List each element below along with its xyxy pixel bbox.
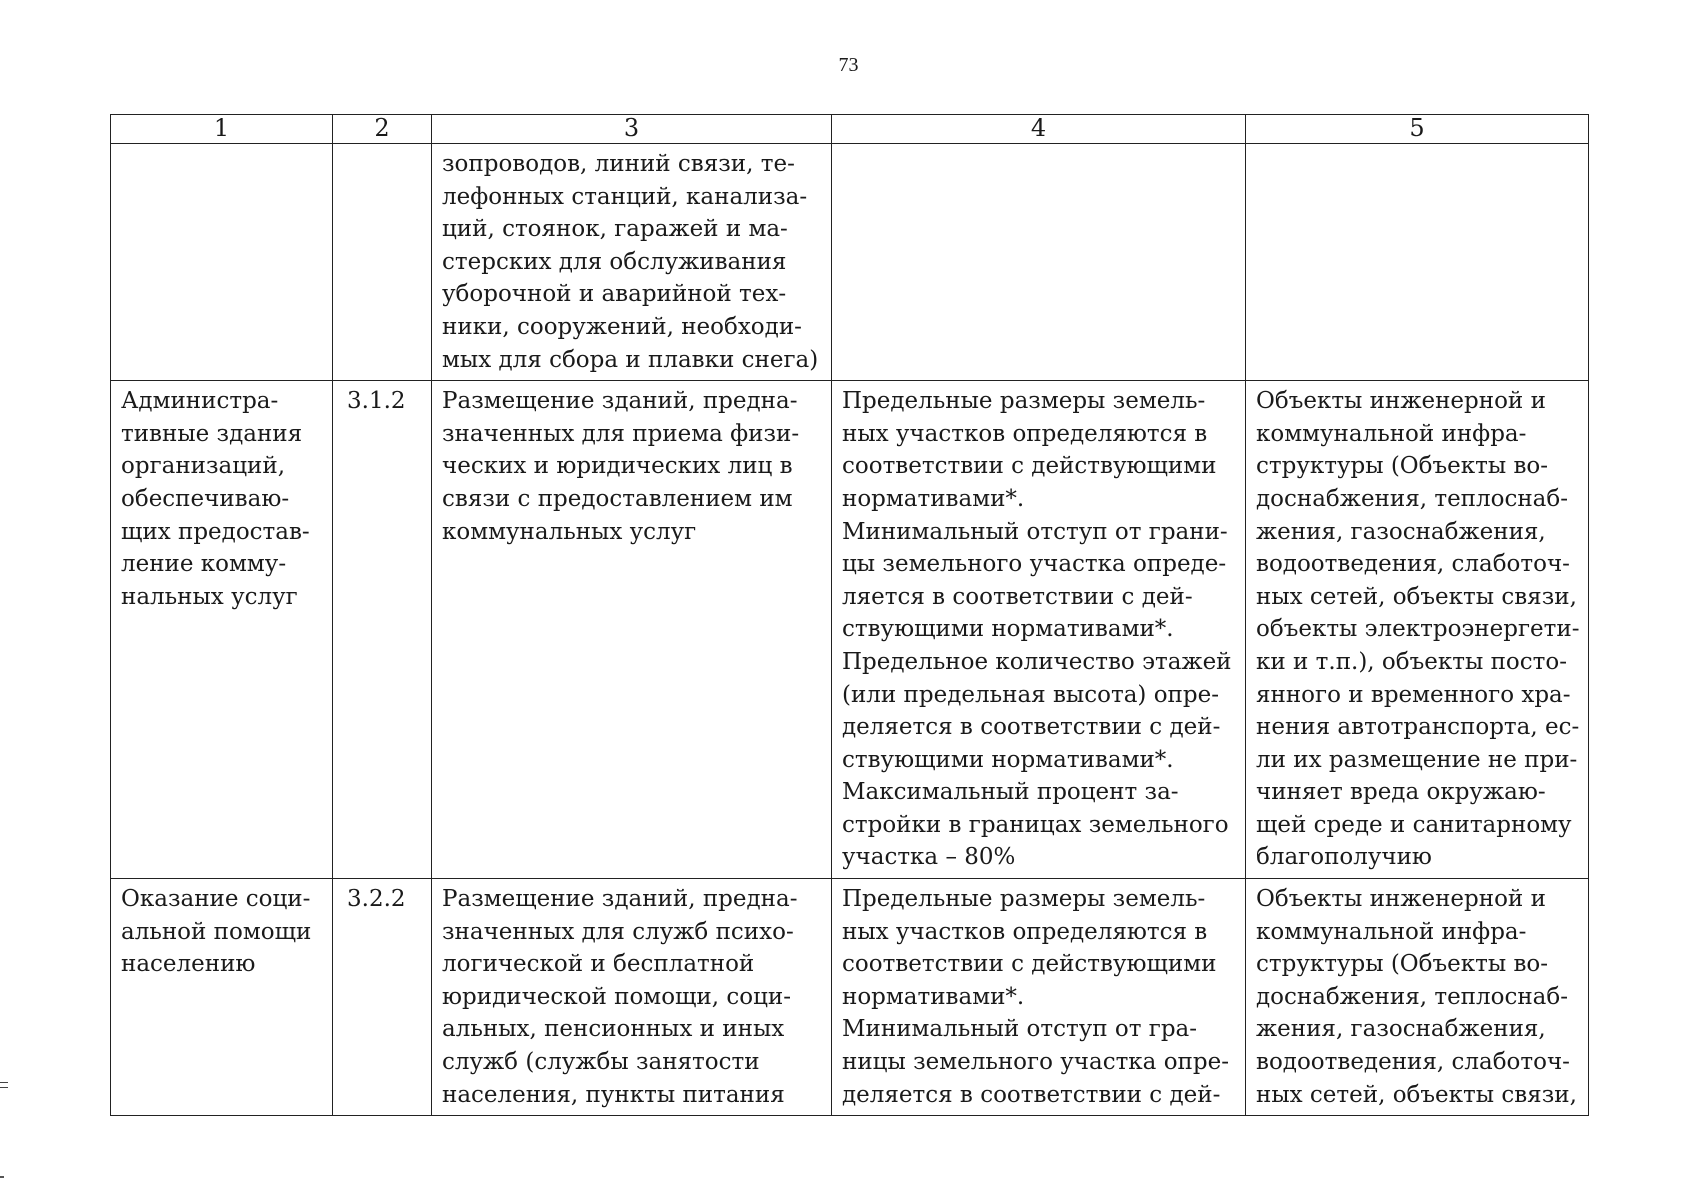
cell-text-line: жения, газоснабжения,	[1256, 1016, 1546, 1043]
cell-text-line: ки и т.п.), объекты посто-	[1256, 648, 1567, 675]
cell-text-line: структуры (Объекты во-	[1256, 951, 1549, 978]
cell-text-line: Размещение зданий, предна-	[442, 886, 798, 913]
cell-text-line: ных участков определяются в	[842, 420, 1208, 447]
table-row-administrative-buildings	[111, 381, 1589, 879]
cell-text-line: связи с предоставлением им	[442, 485, 793, 512]
cell-text-line: Администра-	[121, 388, 279, 415]
row-0-code-cell	[333, 144, 432, 381]
cell-text-line: ники, сооружений, необходи-	[442, 313, 802, 340]
table-row-continuation	[111, 144, 1589, 381]
cell-text-line: ных сетей, объекты связи,	[1256, 1081, 1577, 1108]
cell-text-line: Минимальный отступ от гра-	[842, 1016, 1198, 1043]
row-2-parameters-cell	[832, 879, 1246, 1116]
cell-text-line: стерских для обслуживания	[442, 248, 787, 275]
cell-text-line: ствующими нормативами*.	[842, 746, 1174, 773]
cell-text-line: щих предостав-	[121, 518, 310, 545]
cell-text-line: щей среде и санитарному	[1256, 811, 1572, 838]
cell-text-line: Предельные размеры земель-	[842, 886, 1206, 913]
cell-text-line: Объекты инженерной и	[1256, 886, 1546, 913]
cell-text-line: населения, пункты питания	[442, 1081, 785, 1108]
cell-text-line: Оказание соци-	[121, 886, 311, 913]
cell-text-line: янного и временного хра-	[1256, 681, 1571, 708]
cell-text-line: соответствии с действующими	[842, 453, 1217, 480]
cell-text-line: Предельное количество этажей	[842, 648, 1232, 675]
cell-text-line: жения, газоснабжения,	[1256, 518, 1546, 545]
cell-text-line: объекты электроэнергети-	[1256, 616, 1580, 643]
column-header-5: 5	[1246, 115, 1589, 144]
cell-text-line: альной помощи	[121, 918, 312, 945]
row-0-parameters-cell	[832, 144, 1246, 381]
cell-text-line: Минимальный отступ от грани-	[842, 518, 1228, 545]
cell-text-line: ных участков определяются в	[842, 918, 1208, 945]
row-1-parameters-cell	[832, 381, 1246, 879]
cell-text-line: служб (службы занятости	[442, 1049, 760, 1076]
cell-text-line: юридической помощи, соци-	[442, 983, 791, 1010]
cell-text-line: ли их размещение не при-	[1256, 746, 1578, 773]
cell-text-line: значенных для приема физи-	[442, 420, 800, 447]
cell-text-line: нормативами*.	[842, 983, 1025, 1010]
cell-text-line: ницы земельного участка опре-	[842, 1049, 1229, 1076]
cell-text-line: зопроводов, линий связи, те-	[442, 151, 795, 177]
cell-text-line: нения автотранспорта, ес-	[1256, 714, 1580, 741]
cell-text-line: коммунальной инфра-	[1256, 420, 1527, 447]
row-2-auxiliary-uses-cell	[1246, 879, 1589, 1116]
cell-text-line: ных сетей, объекты связи,	[1256, 583, 1577, 610]
cell-text-line: населению	[121, 951, 256, 978]
row-1-description-cell	[432, 381, 832, 879]
cell-text-line: ствующими нормативами*.	[842, 616, 1174, 643]
cell-text-line: (или предельная высота) опре-	[842, 681, 1219, 708]
cell-text-line: альных, пенсионных и иных	[442, 1016, 785, 1043]
column-header-3: 3	[432, 115, 832, 144]
cell-text-line: тивные здания	[121, 420, 303, 447]
column-header-2: 2	[333, 115, 432, 144]
cell-text-line: деляется в соответствии с дей-	[842, 1081, 1221, 1108]
zoning-table	[110, 114, 1589, 1116]
cell-text-line: логической и бесплатной	[442, 951, 755, 978]
cell-text-line: ческих и юридических лиц в	[442, 453, 793, 480]
cell-text-line: ление комму-	[121, 551, 287, 578]
cell-text-line: доснабжения, теплоснаб-	[1256, 485, 1569, 512]
cell-text-line: коммунальной инфра-	[1256, 918, 1527, 945]
cell-text-line: чиняет вреда окружаю-	[1256, 779, 1546, 806]
cell-text-line: лефонных станций, канализа-	[442, 183, 808, 210]
cell-text-line: Максимальный процент за-	[842, 779, 1179, 806]
cell-text-line: уборочной и аварийной тех-	[442, 281, 787, 308]
column-header-1: 1	[111, 115, 333, 144]
cell-text-line: водоотведения, слаботоч-	[1256, 551, 1570, 578]
cell-text-line: благополучию	[1256, 844, 1432, 871]
cell-text-line: организаций,	[121, 453, 286, 480]
cell-text-line: деляется в соответствии с дей-	[842, 714, 1221, 741]
cell-text-line: стройки в границах земельного	[842, 811, 1229, 838]
cell-text-line: структуры (Объекты во-	[1256, 453, 1549, 480]
cell-text-line: значенных для служб психо-	[442, 918, 794, 945]
cell-text-line: обеспечиваю-	[121, 485, 290, 512]
row-1-code-cell: 3.1.2	[333, 381, 432, 879]
column-header-4: 4	[832, 115, 1246, 144]
cell-text-line: нальных услуг	[121, 583, 298, 610]
cell-text-line: мых для сбора и плавки снега)	[442, 346, 819, 373]
margin-binding-mark	[0, 1082, 8, 1096]
cell-text-line: ций, стоянок, гаражей и ма-	[442, 216, 788, 243]
row-1-name-cell	[111, 381, 333, 879]
row-2-code-cell: 3.2.2	[333, 879, 432, 1116]
margin-dot	[0, 1176, 4, 1178]
row-0-name-cell	[111, 144, 333, 381]
row-2-description-cell	[432, 879, 832, 1116]
row-0-description-cell	[432, 144, 832, 381]
page-number: 73	[838, 54, 859, 76]
row-1-auxiliary-uses-cell	[1246, 381, 1589, 879]
cell-text-line: водоотведения, слаботоч-	[1256, 1049, 1570, 1076]
cell-text-line: Предельные размеры земель-	[842, 388, 1206, 415]
cell-text-line: коммунальных услуг	[442, 518, 697, 545]
table-row-social-assistance	[111, 879, 1589, 1116]
cell-text-line: доснабжения, теплоснаб-	[1256, 983, 1569, 1010]
cell-text-line: ляется в соответствии с дей-	[842, 583, 1193, 610]
cell-text-line: Размещение зданий, предна-	[442, 388, 798, 415]
cell-text-line: соответствии с действующими	[842, 951, 1217, 978]
zoning-table-container	[110, 114, 1588, 1116]
cell-text-line: цы земельного участка опреде-	[842, 551, 1227, 578]
table-header-row	[111, 115, 1589, 144]
row-0-auxiliary-uses-cell	[1246, 144, 1589, 381]
row-2-name-cell	[111, 879, 333, 1116]
cell-text-line: нормативами*.	[842, 485, 1025, 512]
cell-text-line: Объекты инженерной и	[1256, 388, 1546, 415]
cell-text-line: участка – 80%	[842, 844, 1016, 871]
